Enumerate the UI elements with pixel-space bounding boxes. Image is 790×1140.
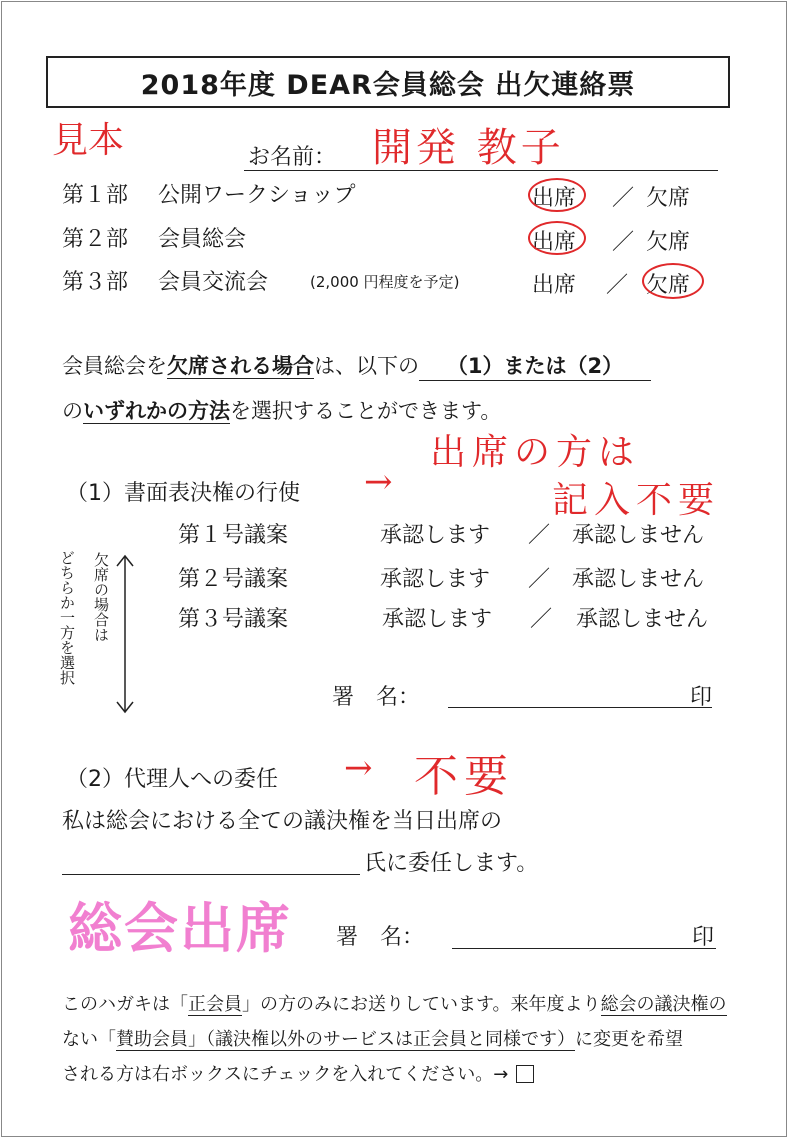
option-separator: ／ [612, 230, 635, 255]
approve-option[interactable]: 承認します [380, 567, 491, 592]
footer-emphasis: 総会の議決権の [600, 994, 727, 1015]
footer-text: に変更を希望 [575, 1029, 683, 1050]
session-label: 会員総会 [158, 227, 247, 252]
updown-arrow-icon [114, 552, 136, 718]
seal-mark-2: 印 [692, 925, 715, 950]
choice-circle [642, 263, 704, 299]
page-title [46, 56, 730, 108]
option2-note: 不要 [414, 751, 514, 802]
choice-circle [528, 221, 586, 255]
signature-label-2: 署 名： [336, 925, 425, 950]
proxy-text-2: 氏に委任します。 [364, 851, 539, 876]
option2-arrow: → [344, 748, 373, 788]
reject-option[interactable]: 承認しません [572, 523, 705, 548]
reject-option[interactable]: 承認しません [572, 567, 705, 592]
absent-option[interactable]: 欠席 [646, 186, 691, 211]
session-part: 第２部 [62, 227, 129, 252]
footer-line-2 [62, 1025, 683, 1051]
signature-label-1: 署 名： [332, 685, 421, 710]
footer-text: ない「 [62, 1029, 116, 1050]
absent-option[interactable]: 欠席 [646, 230, 691, 255]
footer-text: 」の方のみにお送りしています。来年度より [242, 994, 601, 1015]
approve-option[interactable]: 承認します [382, 607, 493, 632]
name-value: 開発 教子 [372, 125, 565, 171]
page-title-text: 2018年度 DEAR会員総会 出欠連絡票 [140, 69, 636, 101]
proposal-name: 第１号議案 [178, 523, 289, 548]
instruction-emphasis: いずれかの方法 [83, 399, 230, 423]
instruction-emphasis: 欠席される場合 [167, 354, 314, 378]
reject-option[interactable]: 承認しません [576, 607, 709, 632]
option-separator: ／ [612, 186, 635, 211]
session-part: 第３部 [62, 270, 129, 295]
option1-label: （1）書面表決権の行使 [66, 481, 300, 506]
option-separator: ／ [530, 607, 553, 632]
footer-emphasis: 」（議決権以外のサービスは正会員と同様です） [188, 1029, 575, 1050]
footer-emphasis: 賛助会員 [116, 1029, 188, 1050]
signature-line-1[interactable] [448, 707, 712, 708]
option2-label: （2）代理人への委任 [66, 767, 278, 792]
footer-line-3 [62, 1060, 534, 1086]
instruction-text: の [62, 399, 83, 423]
instruction-line-2 [62, 395, 501, 425]
approve-option[interactable]: 承認します [380, 523, 491, 548]
absent-option[interactable]: 欠席 [646, 273, 691, 298]
side-note-col1: 欠席の場合は [92, 552, 110, 642]
attend-option[interactable]: 出席 [532, 230, 577, 255]
footer-emphasis: 正会員 [188, 994, 242, 1015]
attend-option[interactable]: 出席 [532, 186, 577, 211]
session-label: 公開ワークショップ [158, 183, 356, 208]
instruction-text: は、以下の [314, 354, 419, 378]
attendance-stamp: 総会出席 [68, 897, 292, 960]
choice-circle [528, 178, 586, 212]
name-underline [244, 170, 718, 171]
attend-option[interactable]: 出席 [532, 273, 577, 298]
instruction-text: 会員総会を [62, 354, 167, 378]
footer-text: このハガキは「 [62, 994, 188, 1015]
seal-mark-1: 印 [690, 685, 713, 710]
instruction-text: を選択することができます。 [230, 399, 502, 423]
option-separator: ／ [606, 273, 629, 298]
option-separator: ／ [528, 567, 551, 592]
name-label: お名前： [248, 145, 337, 170]
sample-mark: 見本 [52, 120, 125, 161]
option-separator: ／ [528, 523, 551, 548]
proposal-name: 第３号議案 [178, 607, 289, 632]
option1-note-line2: 記入不要 [552, 480, 721, 521]
footer-line-1 [62, 990, 727, 1016]
instruction-emphasis: （1）または（2） [419, 350, 651, 381]
option1-arrow: → [364, 462, 393, 502]
option1-note-line1: 出席の方は [430, 432, 641, 473]
proxy-text-1: 私は総会における全ての議決権を当日出席の [62, 809, 503, 834]
session-label: 会員交流会 [158, 270, 269, 295]
footer-text: される方は右ボックスにチェックを入れてください。→ [62, 1064, 509, 1085]
session-part: 第１部 [62, 183, 129, 208]
session-note: (2,000 円程度を予定) [310, 273, 460, 291]
change-membership-checkbox[interactable] [516, 1065, 534, 1083]
proposal-name: 第２号議案 [178, 567, 289, 592]
signature-line-2[interactable] [452, 948, 716, 949]
instruction-line-1 [62, 350, 651, 381]
proxy-name-line[interactable] [62, 874, 360, 875]
side-note-col2: どちらか一方を選択 [58, 550, 76, 685]
